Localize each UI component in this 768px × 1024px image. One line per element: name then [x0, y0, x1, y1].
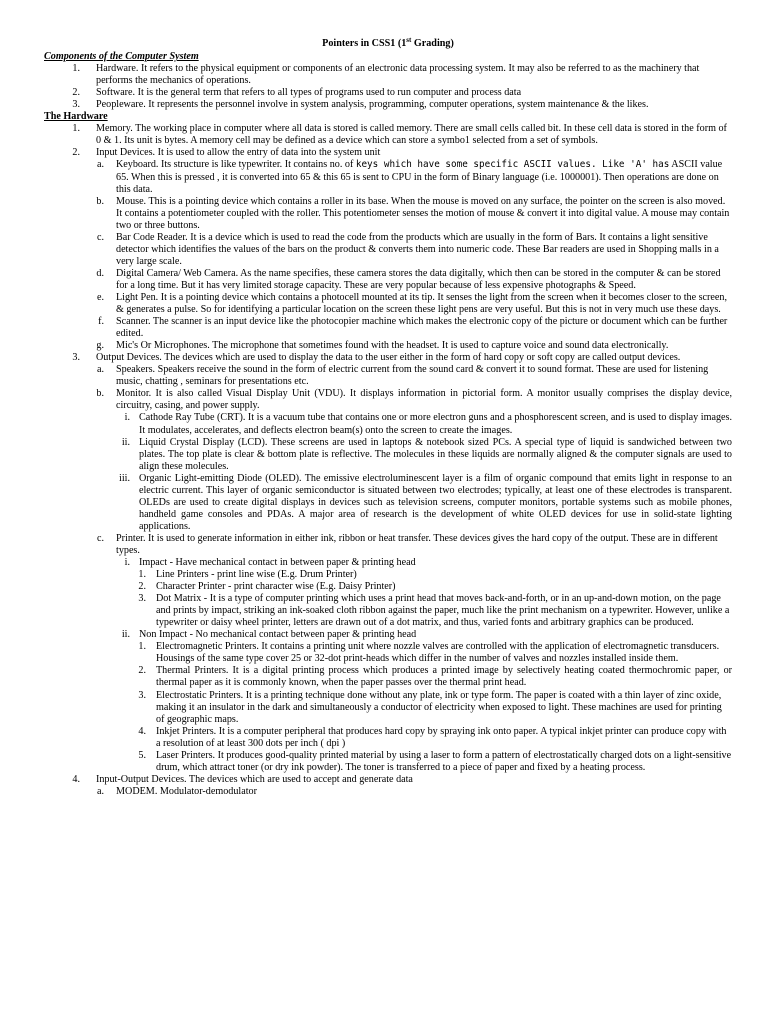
list-marker: 3.	[138, 689, 146, 701]
list-marker: 4.	[138, 725, 146, 737]
list-item	[44, 786, 732, 798]
hardware-heading: The Hardware	[44, 111, 108, 123]
list-marker: c.	[96, 532, 104, 544]
list-item	[44, 533, 732, 557]
list-item-text: Digital Camera/ Web Camera. As the name specifies, these camera stores the data digitally, which then can be stored in the computer & can be stored for a long time. But it has very limited storage capacity. These are very popular because of less expensive photographs & Speed.	[116, 267, 721, 291]
list-item-text: Light Pen. It is a pointing device which contains a photocell mounted at its tip. It senses the light from the screen when it becomes closer to the screen, & generates a pulse. So for identifying a particular location on the screen these light pens are very useful. But this is not in very much use these days.	[116, 291, 728, 316]
list-item-text: Output Devices. The devices which are used to display the data to the user either in the form of hard copy or soft copy are called output devices.	[96, 352, 681, 364]
list-marker: e.	[96, 291, 104, 303]
list-marker: a.	[96, 364, 104, 376]
list-item	[44, 641, 732, 665]
list-item-text: Impact - Have mechanical contact in between paper & printing head	[139, 557, 416, 569]
components-heading: Components of the Computer System	[44, 51, 199, 63]
list-marker: 5.	[138, 749, 146, 761]
keyboard-text-start: Keyboard. Its structure is like typewriter. It contains no. of	[116, 159, 356, 171]
list-item-text: Peopleware. It represents the personnel involve in system analysis, programming, computer operations, system maintenance & the likes.	[96, 99, 649, 111]
list-marker: 1.	[138, 569, 146, 581]
list-item	[44, 99, 732, 111]
list-item	[44, 147, 732, 159]
list-item	[44, 87, 732, 99]
list-item-text: Inkjet Printers. It is a computer peripheral that produces hard copy by spraying ink onto paper. A typical inkjet printer can produce copy with a resolution of at least 300 dots per inch ( dpi )	[156, 725, 727, 749]
list-marker: a.	[96, 785, 104, 797]
list-item	[44, 340, 732, 352]
list-marker: c.	[96, 231, 104, 243]
list-item-text: Printer. It is used to generate information in either ink, ribbon or heat transfer. These devices gives the hard copy of the output. These are in different types.	[116, 532, 718, 556]
keyboard-text-mono: keys which have some specific ASCII values. Like 'A' has	[355, 159, 670, 171]
list-item-text: Bar Code Reader. It is a device which is used to read the code from the products which are usually in the form of Bars. It contains a light sensitive detector which identifies the values of the bars on the product & converts them into numeric code. These Bar readers are used in Shopping malls in a very large scale.	[116, 231, 719, 267]
list-marker: 1.	[72, 63, 80, 75]
list-item	[44, 593, 732, 629]
list-item-text: MODEM. Modulator-demodulator	[116, 785, 257, 797]
list-item-text: Scanner. The scanner is an input device like the photocopier machine which makes the electronic copy of the picture or document which can be further edited.	[116, 316, 728, 340]
page-title	[44, 38, 732, 50]
list-item-text: Organic Light-emitting Diode (OLED). The emissive electroluminescent layer is a film of organic compound that emits light in response to an electric current. This layer of organic semiconductor is situated between two electrodes; typically, at least one of these electrodes is transparent. OLEDs are used to create digital displays in devices such as television screens, computer monitors, portable systems such as mobile phones, handheld game consoles and PDAs. A major area of research is the development of white OLED devices for use in solid-state lighting applications.	[139, 472, 732, 532]
list-item-text: Monitor. It is also called Visual Display Unit (VDU). It displays information in pictorial form. A monitor usually comprises the display device, circuitry, casing, and power supply.	[116, 388, 732, 412]
list-item	[44, 292, 732, 316]
list-item-text: Non Impact - No mechanical contact between paper & printing head	[139, 629, 417, 641]
title-main: Pointers in CSS1 (1	[322, 38, 407, 49]
list-item	[44, 437, 732, 473]
list-item	[44, 412, 732, 436]
list-marker: 3.	[72, 99, 80, 111]
list-marker: 1.	[72, 123, 80, 135]
list-item	[44, 581, 732, 593]
list-item-text: Hardware. It refers to the physical equipment or components of an electronic data processing system. It may also be referred to as the machinery that performs the mechanics of operations.	[96, 63, 700, 87]
list-item-text: Mic's Or Microphones. The microphone that sometimes found with the headset. It is used to capture voice and sound data electronically.	[116, 340, 669, 352]
list-marker: 2.	[138, 665, 146, 677]
list-item	[44, 774, 732, 786]
keyboard-text-end: ASCII value 65. When this is pressed , it is converted into 65 & this 65 is sent to CPU in the form of Binary language (i.e. 1000001). Then operations are done on this data.	[116, 159, 723, 195]
list-item-text: Speakers. Speakers receive the sound in the form of electric current from the sound card & convert it to sound format. These are used for listening music, chatting , seminars for presentations etc.	[116, 364, 709, 388]
list-marker: b.	[96, 388, 104, 400]
list-marker: g.	[96, 340, 104, 352]
list-item	[44, 665, 732, 689]
list-item-text: Input Devices. It is used to allow the entry of data into the system unit	[96, 147, 381, 159]
list-item	[44, 352, 732, 364]
list-item-text: Electrostatic Printers. It is a printing technique done without any plate, ink or type form. The paper is coated with a thin layer of zinc oxide, making it an insulator in the dark and simultaneously a conductor of electricity when exposed to light. These machines are used for printing of geographic maps.	[156, 689, 722, 725]
list-item	[44, 473, 732, 533]
list-item-text: Memory. The working place in computer where all data is stored is called memory. There are small cells called bit. In these cell data is stored in the form of 0 & 1. Its unit is bytes. A memory cell may be defined as a device which can store a symbo1 selected from a set of symbols.	[96, 123, 727, 147]
list-marker: 2.	[72, 147, 80, 159]
list-item	[44, 364, 732, 388]
list-marker: f.	[98, 316, 104, 328]
list-marker: 1.	[138, 641, 146, 653]
list-marker: 3.	[138, 593, 146, 605]
list-marker: a.	[96, 159, 104, 171]
list-item	[44, 557, 732, 569]
list-item	[44, 268, 732, 292]
list-marker: 2.	[138, 581, 146, 593]
list-marker: 2.	[72, 87, 80, 99]
title-superscript: st	[406, 36, 412, 44]
list-item	[44, 388, 732, 412]
list-item	[44, 196, 732, 232]
list-marker: 4.	[72, 773, 80, 785]
list-item-text: Line Printers - print line wise (E.g. Drum Printer)	[156, 569, 357, 581]
list-marker: d.	[96, 267, 104, 279]
list-item-text: Liquid Crystal Display (LCD). These screens are used in laptops & notebook sized PCs. A special type of liquid is sandwiched between two plates. The top plate is clear & bottom plate is reflective. The molecules in these liquids are normally aligned & the computer signals are used to align these molecules.	[139, 436, 732, 472]
list-item	[44, 690, 732, 726]
list-item	[44, 316, 732, 340]
list-item	[44, 232, 732, 268]
list-marker: ii.	[121, 629, 130, 641]
list-item	[44, 569, 732, 581]
list-marker: i.	[124, 412, 130, 424]
list-item-text: Laser Printers. It produces good-quality printed material by using a laser to form a pattern of electrostatically charged dots on a light-sensitive drum, which attract toner (or dry ink powder). The toner is transferred to a piece of paper and fixed by a heating process.	[156, 749, 732, 773]
list-item-text: Cathode Ray Tube (CRT). It is a vacuum tube that contains one or more electron guns and a phosphorescent screen, and is used to display images. It modulates, accelerates, and deflects electron beam(s) onto the screen to create the images.	[139, 412, 732, 436]
list-item-text: Character Printer - print character wise (E.g. Daisy Printer)	[156, 581, 396, 593]
list-item	[44, 123, 732, 147]
list-item-text: Input-Output Devices. The devices which are used to accept and generate data	[96, 773, 413, 785]
list-item-text: Thermal Printers. It is a digital printing process which produces a printed image by selectively heating coated thermochromic paper, or thermal paper as it is commonly known, when the paper passes over the thermal print head.	[156, 665, 732, 689]
list-item-text: Dot Matrix - It is a type of computer printing which uses a print head that moves back-and-forth, or in an up-and-down motion, on the page and prints by impact, striking an ink-soaked cloth ribbon against the paper, much like the print mechanism on a typewriter. However, unlike a typewriter or daisy wheel printer, letters are drawn out of a dot matrix, and thus, varied fonts and arbitrary graphics can be produced.	[156, 593, 730, 629]
list-item	[44, 726, 732, 750]
list-item-text: Electromagnetic Printers. It contains a printing unit where nozzle valves are controlled with the application of electromagnetic transducers. Housings of the same type cover 25 or 32-dot print-heads which differ in the number of valves and nozzles installed inside them.	[156, 641, 720, 665]
list-marker: i.	[124, 557, 130, 569]
list-item	[44, 159, 732, 195]
list-marker: 3.	[72, 352, 80, 364]
list-item	[44, 750, 732, 774]
list-marker: ii.	[121, 436, 130, 448]
title-end: Grading)	[411, 38, 454, 49]
list-marker: iii.	[119, 472, 130, 484]
list-item	[44, 629, 732, 641]
list-item-text: Software. It is the general term that refers to all types of programs used to run computer and process data	[96, 87, 522, 99]
list-item-text: Mouse. This is a pointing device which contains a roller in its base. When the mouse is moved on any surface, the pointer on the screen is also moved. It contains a potentiometer coupled with the roller. This potentiometer senses the motion of mouse & convert it into digital value. A mouse may contain two or three buttons.	[116, 195, 730, 231]
list-item	[44, 63, 732, 87]
list-marker: b.	[96, 195, 104, 207]
